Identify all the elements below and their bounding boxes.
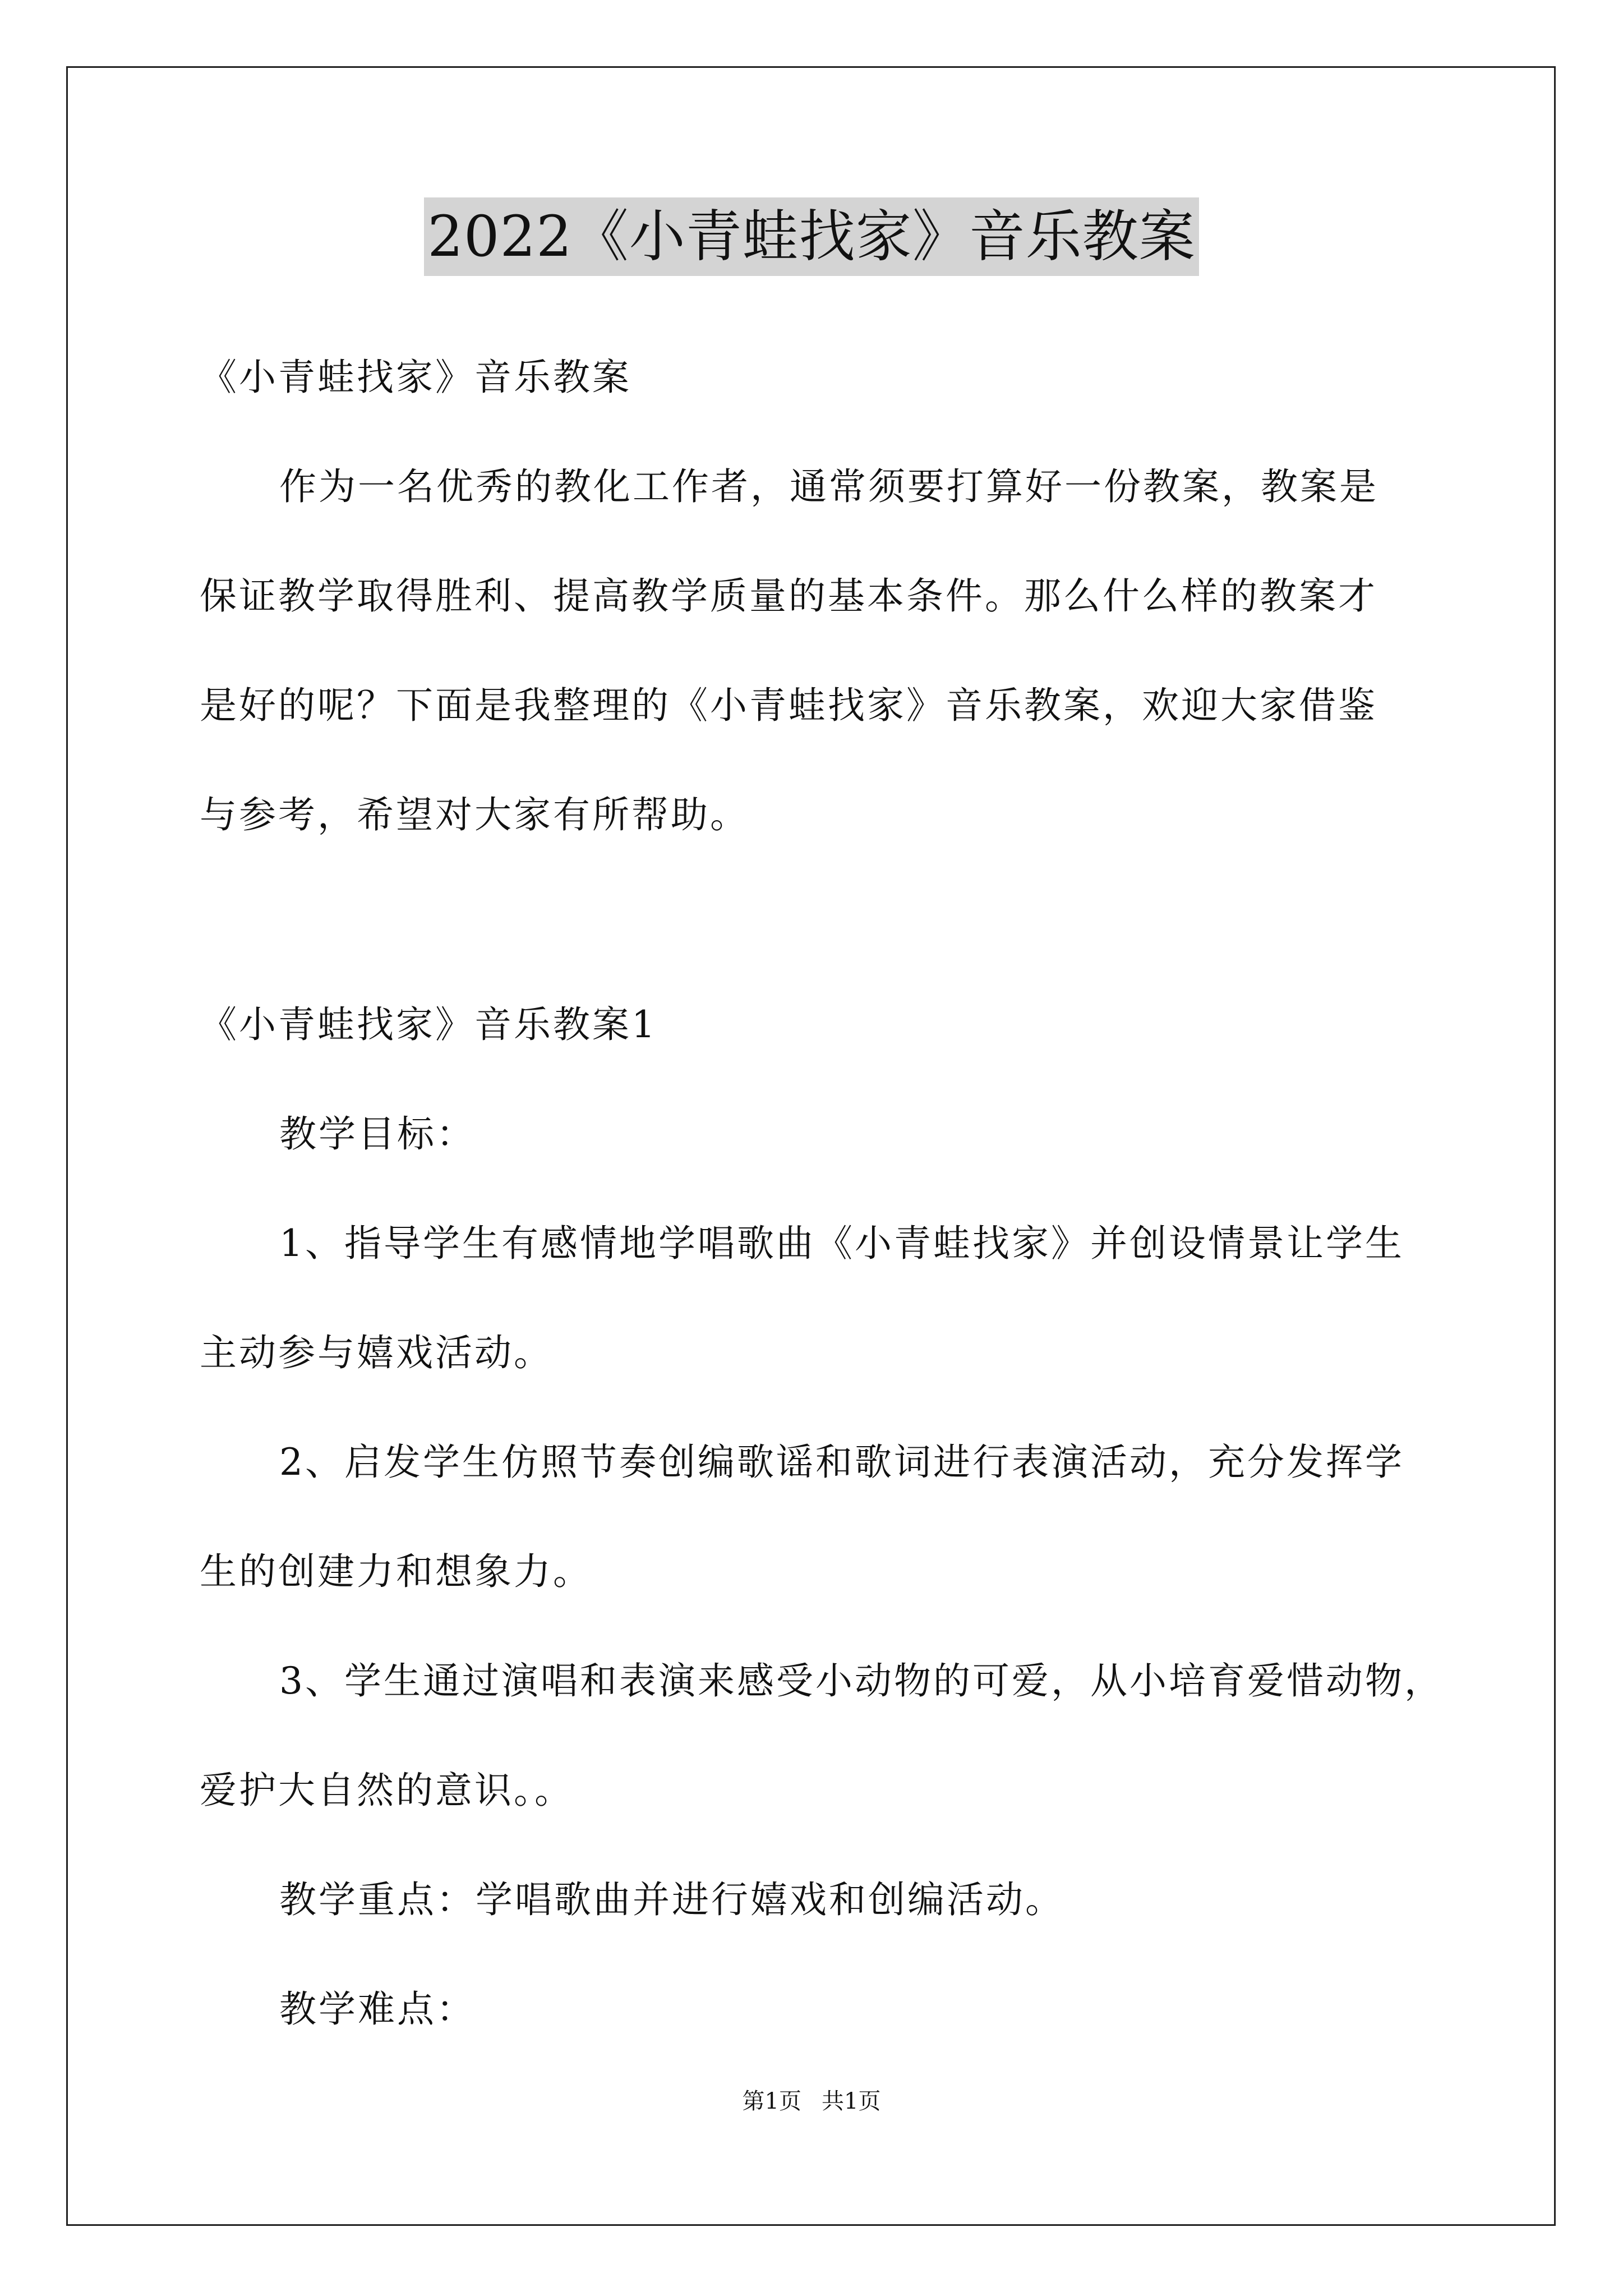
title-container <box>0 197 1623 276</box>
paragraph-line: 生的创建力和想象力。 <box>200 1550 592 1593</box>
document-title: 2022《小青蛙找家》音乐教案 <box>424 197 1199 276</box>
paragraph-line: 作为一名优秀的教化工作者，通常须要打算好一份教案，教案是 <box>279 465 1378 508</box>
page-footer <box>0 2086 1623 2117</box>
paragraph-line: 1、指导学生有感情地学唱歌曲《小青蛙找家》并创设情景让学生 <box>279 1222 1404 1265</box>
page-total: 共1页 <box>822 2088 881 2114</box>
paragraph-line: 主动参与嬉戏活动。 <box>200 1331 553 1374</box>
subheading: 教学目标： <box>279 1112 476 1156</box>
page-number: 第1页 <box>742 2088 801 2114</box>
subheading: 教学难点： <box>279 1987 476 2031</box>
paragraph-line: 保证教学取得胜利、提高教学质量的基本条件。那么什么样的教案才 <box>200 574 1377 618</box>
section-heading: 《小青蛙找家》音乐教案1 <box>200 1003 657 1046</box>
paragraph-line: 与参考，希望对大家有所帮助。 <box>200 793 749 836</box>
paragraph-line: 教学重点：学唱歌曲并进行嬉戏和创编活动。 <box>279 1878 1064 1921</box>
paragraph-line: 3、学生通过演唱和表演来感受小动物的可爱，从小培育爱惜动物， <box>279 1659 1444 1703</box>
paragraph-line: 爱护大自然的意识。。 <box>200 1769 574 1812</box>
paragraph-line: 是好的呢？下面是我整理的《小青蛙找家》音乐教案，欢迎大家借鉴 <box>200 684 1377 727</box>
section-heading: 《小青蛙找家》音乐教案 <box>200 356 631 399</box>
paragraph-line: 2、启发学生仿照节奏创编歌谣和歌词进行表演活动，充分发挥学 <box>279 1441 1404 1484</box>
